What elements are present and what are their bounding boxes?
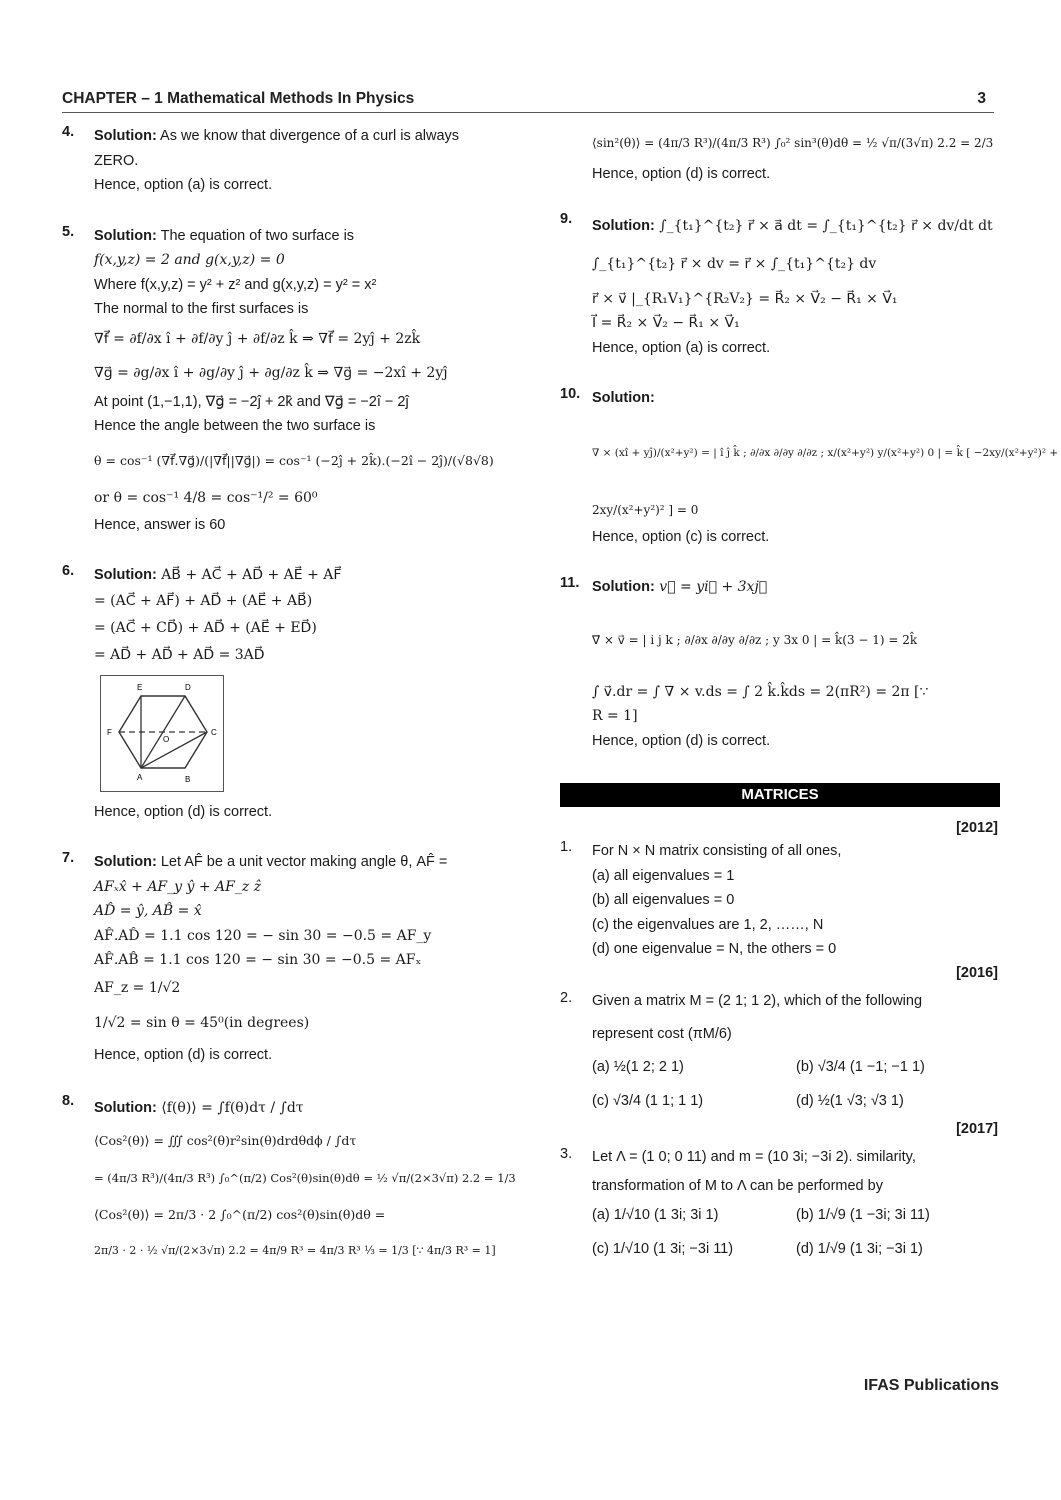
solution-text: The equation of two surface is bbox=[156, 227, 355, 244]
option-a: (a) all eigenvalues = 1 bbox=[592, 867, 735, 884]
equation: I⃗ = R⃗₂ × V⃗₂ − R⃗₁ × V⃗₁ bbox=[592, 315, 740, 331]
chapter-title: CHAPTER – 1 Mathematical Methods In Physics bbox=[62, 90, 415, 107]
equation: AF̂.AB̂ = 1.1 cos 120 = − sin 30 = −0.5 = AFₓ bbox=[94, 952, 422, 968]
question-number: 2. bbox=[560, 989, 573, 1006]
solution-text: Let AF̂ be a unit vector making angle θ, AF̂ = bbox=[156, 854, 448, 870]
conclusion: Hence, option (d) is correct. bbox=[592, 732, 771, 749]
solution-label: Solution: bbox=[94, 1100, 157, 1116]
option-b: (b) 1/√9 (1 −3i; 3i 11) bbox=[796, 1207, 930, 1223]
matrices-question-3 bbox=[560, 1140, 1000, 1267]
conclusion: Hence, option (d) is correct. bbox=[94, 1046, 273, 1063]
equation: ⟨f(θ)⟩ = ∫f(θ)dτ / ∫dτ bbox=[156, 1100, 304, 1116]
equation: AF̂.AD̂ = 1.1 cos 120 = − sin 30 = −0.5 = AF_y bbox=[94, 927, 432, 944]
conclusion: Hence, option (a) is correct. bbox=[94, 177, 273, 193]
equation: θ = cos⁻¹ (∇f⃗.∇g⃗)/(|∇f⃗||∇g⃗|) = cos⁻¹ (−2ĵ + 2k̂).(−2î − 2ĵ)/(√8√8) bbox=[94, 452, 494, 468]
conclusion: Hence, option (a) is correct. bbox=[592, 339, 771, 356]
option-d: (d) one eigenvalue = N, the others = 0 bbox=[592, 941, 837, 957]
determinant-equation: ∇ × (xî + yĵ)/(x²+y²) = | î ĵ k̂ ; ∂/∂x ∂/∂y ∂/∂z ; x/(x²+y²) y/(x²+y²) 0 | = k̂ [ −2xy/(x²+y²)² + bbox=[592, 446, 1059, 459]
option-c: (c) 1/√10 (1 3i; −3i 11) bbox=[592, 1241, 734, 1257]
question-number: 7. bbox=[62, 850, 75, 866]
option-d: (d) 1/√9 (1 3i; −3i 1) bbox=[796, 1241, 923, 1257]
question-number: 8. bbox=[62, 1093, 75, 1109]
option-b: (b) √3/4 (1 −1; −1 1) bbox=[796, 1058, 925, 1075]
equation: AD̂ = ŷ, AB̂ = x̂ bbox=[94, 903, 202, 919]
question-number: 1. bbox=[560, 839, 573, 855]
conclusion: Hence, option (d) is correct. bbox=[592, 166, 771, 182]
year-tag: [2017] bbox=[956, 1120, 998, 1137]
solution-text: As we know that divergence of a curl is always bbox=[156, 128, 460, 144]
solution-4 bbox=[62, 124, 512, 198]
equation: At point (1,−1,1), ∇g⃗ = −2ĵ + 2k̂ and ∇g⃗ = −2î − 2ĵ bbox=[94, 393, 409, 410]
question-number: 5. bbox=[62, 223, 75, 240]
equation: Where f(x,y,z) = y² + z² and g(x,y,z) = y² = x² bbox=[94, 276, 377, 293]
equation: 2π/3 · 2 · ½ √π/(2×3√π) 2.2 = 4π/9 R³ = 4π/3 R³ ⅓ = 1/3 [∵ 4π/3 R³ = 1] bbox=[94, 1244, 496, 1257]
solution-9 bbox=[560, 211, 1000, 361]
solution-11 bbox=[560, 575, 1000, 753]
solution-label: Solution: bbox=[94, 128, 157, 144]
vector-ac bbox=[141, 732, 207, 768]
label-f: F bbox=[107, 727, 112, 737]
page-number: 3 bbox=[977, 90, 986, 107]
equation: v⃗ = yi⃗ + 3xj⃗ bbox=[654, 579, 768, 595]
solution-label: Solution: bbox=[592, 217, 655, 234]
equation: AF_z = 1/√2 bbox=[94, 979, 181, 996]
label-a: A bbox=[137, 772, 143, 782]
conclusion: Hence, option (c) is correct. bbox=[592, 528, 770, 545]
equation: ⟨sin²(θ)⟩ = (4π/3 R³)/(4π/3 R³) ∫₀² sin³(θ)dθ = ½ √π/(3√π) 2.2 = 2/3 bbox=[592, 136, 994, 150]
solution-label: Solution: bbox=[94, 854, 157, 870]
question-stem: Let Λ = (1 0; 0 11) and m = (10 3i; −3i 2). similarity, bbox=[592, 1148, 916, 1165]
question-number: 10. bbox=[560, 386, 581, 402]
question-number: 11. bbox=[560, 575, 580, 591]
equation: = AD⃗ + AD⃗ + AD⃗ = 3AD⃗ bbox=[94, 646, 265, 663]
option-c: (c) the eigenvalues are 1, 2, ……, N bbox=[592, 916, 824, 933]
solution-7 bbox=[62, 850, 512, 1067]
equation: = (AC⃗ + CD⃗) + AD⃗ + (AE⃗ + ED⃗) bbox=[94, 619, 317, 636]
question-stem-cont: represent cost (πM/6) bbox=[592, 1025, 732, 1042]
solution-8-continued bbox=[560, 124, 1000, 187]
equation: ∫_{t₁}^{t₂} r⃗ × a⃗ dt = ∫_{t₁}^{t₂} r⃗ × dv/dt dt bbox=[654, 217, 993, 234]
solution-label: Solution: bbox=[592, 579, 655, 595]
conclusion: Hence, option (d) is correct. bbox=[94, 803, 273, 820]
matrices-question-2 bbox=[560, 984, 1000, 1118]
hexagon-diagram bbox=[101, 676, 223, 791]
section-heading-matrices: MATRICES bbox=[560, 783, 1000, 807]
right-column bbox=[560, 124, 1059, 1266]
equation: ∫ v⃗.dr = ∫ ∇ × v.ds = ∫ 2 k̂.k̂ds = 2(πR²) = 2π [∵ bbox=[592, 683, 929, 700]
determinant-equation: ∇⃗ × v⃗ = | i j k ; ∂/∂x ∂/∂y ∂/∂z ; y 3x 0 | = k̂(3 − 1) = 2k̂ bbox=[592, 632, 918, 647]
solution-text: Hence the angle between the two surface is bbox=[94, 418, 376, 434]
publisher-footer: IFAS Publications bbox=[863, 1377, 999, 1394]
matrices-question-1 bbox=[560, 839, 1000, 962]
conclusion: Hence, answer is 60 bbox=[94, 516, 226, 533]
question-number: 9. bbox=[560, 210, 573, 227]
equation: = (4π/3 R³)/(4π/3 R³) ∫₀^(π/2) Cos²(θ)sin(θ)dθ = ½ √π/(2×3√π) 2.2 = 1/3 bbox=[94, 1171, 516, 1185]
question-number: 3. bbox=[560, 1145, 573, 1162]
equation: ⟨Cos²(θ)⟩ = ∭ cos²(θ)r²sin(θ)drdθdϕ / ∫dτ bbox=[94, 1133, 357, 1148]
option-a: (a) ½(1 2; 2 1) bbox=[592, 1058, 684, 1075]
solution-6 bbox=[62, 563, 512, 824]
question-number: 4. bbox=[62, 124, 75, 140]
equation: ⟨Cos²(θ)⟩ = 2π/3 · 2 ∫₀^(π/2) cos²(θ)sin(θ)dθ = bbox=[94, 1207, 386, 1222]
question-stem: Given a matrix M = (2 1; 1 2), which of the following bbox=[592, 992, 923, 1009]
left-column bbox=[62, 124, 516, 1295]
solution-text: ZERO. bbox=[94, 152, 139, 169]
label-c: C bbox=[211, 727, 217, 737]
solution-5 bbox=[62, 224, 512, 538]
vector-ad bbox=[141, 696, 185, 768]
equation: R = 1] bbox=[592, 708, 638, 724]
equation: 2xy/(x²+y²)² ] = 0 bbox=[592, 502, 699, 517]
question-stem-cont: transformation of M to Λ can be performed by bbox=[592, 1177, 883, 1194]
question-number: 6. bbox=[62, 563, 75, 579]
label-o: O bbox=[163, 734, 170, 744]
option-d: (d) ½(1 √3; √3 1) bbox=[796, 1092, 904, 1109]
question-stem: For N × N matrix consisting of all ones, bbox=[592, 843, 842, 859]
solution-8 bbox=[62, 1093, 516, 1269]
label-e: E bbox=[137, 682, 143, 692]
solution-text: The normal to the first surfaces is bbox=[94, 301, 309, 317]
equation: ∇f⃗ = ∂f/∂x î + ∂f/∂y ĵ + ∂f/∂z k̂ ⇒ ∇f⃗ = 2yĵ + 2zk̂ bbox=[94, 330, 421, 347]
option-a: (a) 1/√10 (1 3i; 3i 1) bbox=[592, 1207, 719, 1223]
hexagon-figure bbox=[100, 675, 224, 792]
option-b: (b) all eigenvalues = 0 bbox=[592, 892, 735, 908]
year-tag: [2016] bbox=[956, 964, 998, 981]
option-c: (c) √3/4 (1 1; 1 1) bbox=[592, 1092, 704, 1109]
equation: f(x,y,z) = 2 and g(x,y,z) = 0 bbox=[94, 252, 285, 268]
solution-label: Solution: bbox=[592, 390, 655, 406]
year-tag: [2012] bbox=[956, 820, 998, 836]
equation: ∫_{t₁}^{t₂} r⃗ × dv = r⃗ × ∫_{t₁}^{t₂} dv bbox=[592, 255, 877, 272]
label-b: B bbox=[185, 774, 191, 784]
solution-label: Solution: bbox=[94, 227, 157, 244]
equation: r⃗ × v⃗ |_{R₁V₁}^{R₂V₂} = R⃗₂ × V⃗₂ − R⃗₁ × V⃗₁ bbox=[592, 290, 898, 307]
page-header bbox=[62, 90, 994, 113]
equation: AFₓx̂ + AF_y ŷ + AF_z ẑ bbox=[94, 878, 262, 895]
label-d: D bbox=[185, 682, 191, 692]
equation: or θ = cos⁻¹ 4/8 = cos⁻¹/² = 60⁰ bbox=[94, 489, 318, 506]
solution-label: Solution: bbox=[94, 567, 157, 583]
equation: 1/√2 = sin θ = 45⁰(in degrees) bbox=[94, 1014, 310, 1031]
equation: = (AC⃗ + AF⃗) + AD⃗ + (AE⃗ + AB⃗) bbox=[94, 592, 313, 609]
solution-10 bbox=[560, 386, 1059, 549]
equation: ∇g⃗ = ∂g/∂x î + ∂g/∂y ĵ + ∂g/∂z k̂ ⇒ ∇g⃗ = −2xî + 2yĵ bbox=[94, 364, 448, 381]
equation: AB⃗ + AC⃗ + AD⃗ + AE⃗ + AF⃗ bbox=[156, 567, 342, 583]
